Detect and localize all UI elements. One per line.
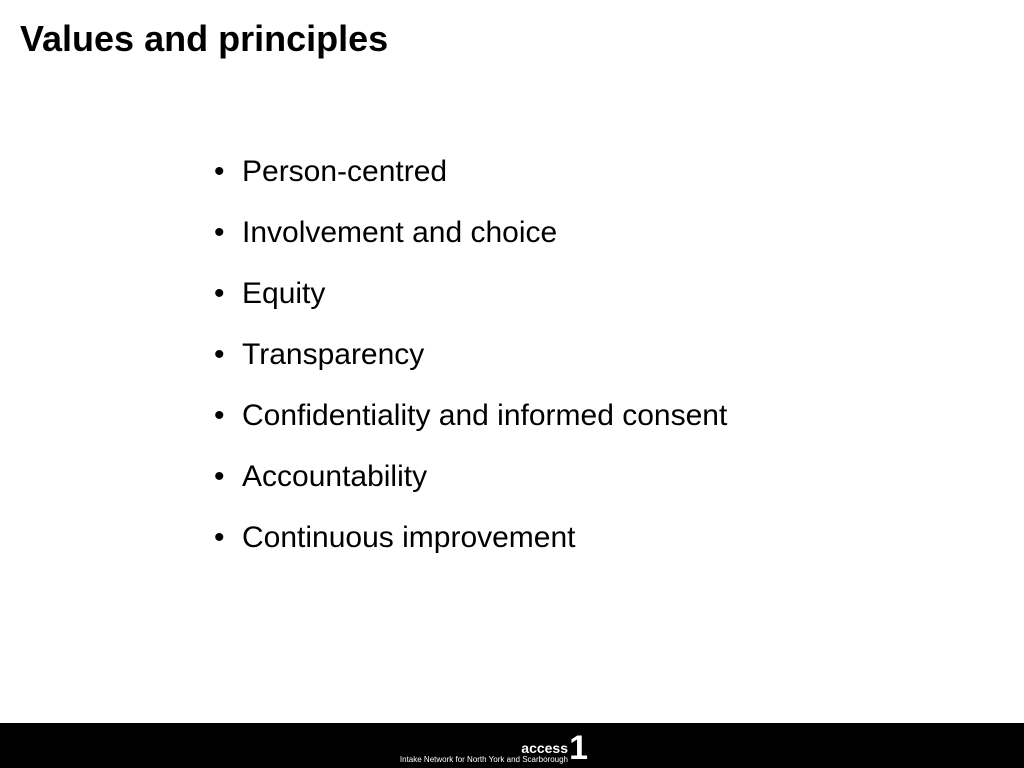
bullet-icon: •	[214, 460, 225, 493]
access1-logo	[380, 731, 590, 765]
bullet-text: Involvement and choice	[242, 216, 558, 249]
bullet-text: Person-centred	[242, 155, 448, 188]
bullet-item	[214, 211, 727, 272]
bullet-item	[214, 333, 727, 394]
bullet-icon: •	[214, 216, 225, 249]
bullet-list	[214, 150, 727, 577]
bullet-text: Equity	[242, 277, 326, 310]
bullet-icon: •	[214, 155, 225, 188]
footer-bar	[0, 723, 1024, 768]
bullet-item	[214, 516, 727, 577]
bullet-text: Transparency	[242, 338, 425, 371]
logo-wordmark: access	[521, 740, 568, 756]
bullet-text: Confidentiality and informed consent	[242, 399, 728, 432]
bullet-icon: •	[214, 277, 225, 310]
bullet-item	[214, 272, 727, 333]
slide-title: Values and principles	[20, 18, 389, 59]
bullet-icon: •	[214, 399, 225, 432]
bullet-text: Accountability	[242, 460, 428, 493]
bullet-item	[214, 150, 727, 211]
bullet-item	[214, 394, 727, 455]
logo-tagline: Intake Network for North York and Scarborough	[399, 755, 568, 764]
bullet-item	[214, 455, 727, 516]
logo-digit: 1	[569, 729, 588, 767]
bullet-icon: •	[214, 338, 225, 371]
bullet-text: Continuous improvement	[242, 521, 576, 554]
bullet-icon: •	[214, 521, 225, 554]
